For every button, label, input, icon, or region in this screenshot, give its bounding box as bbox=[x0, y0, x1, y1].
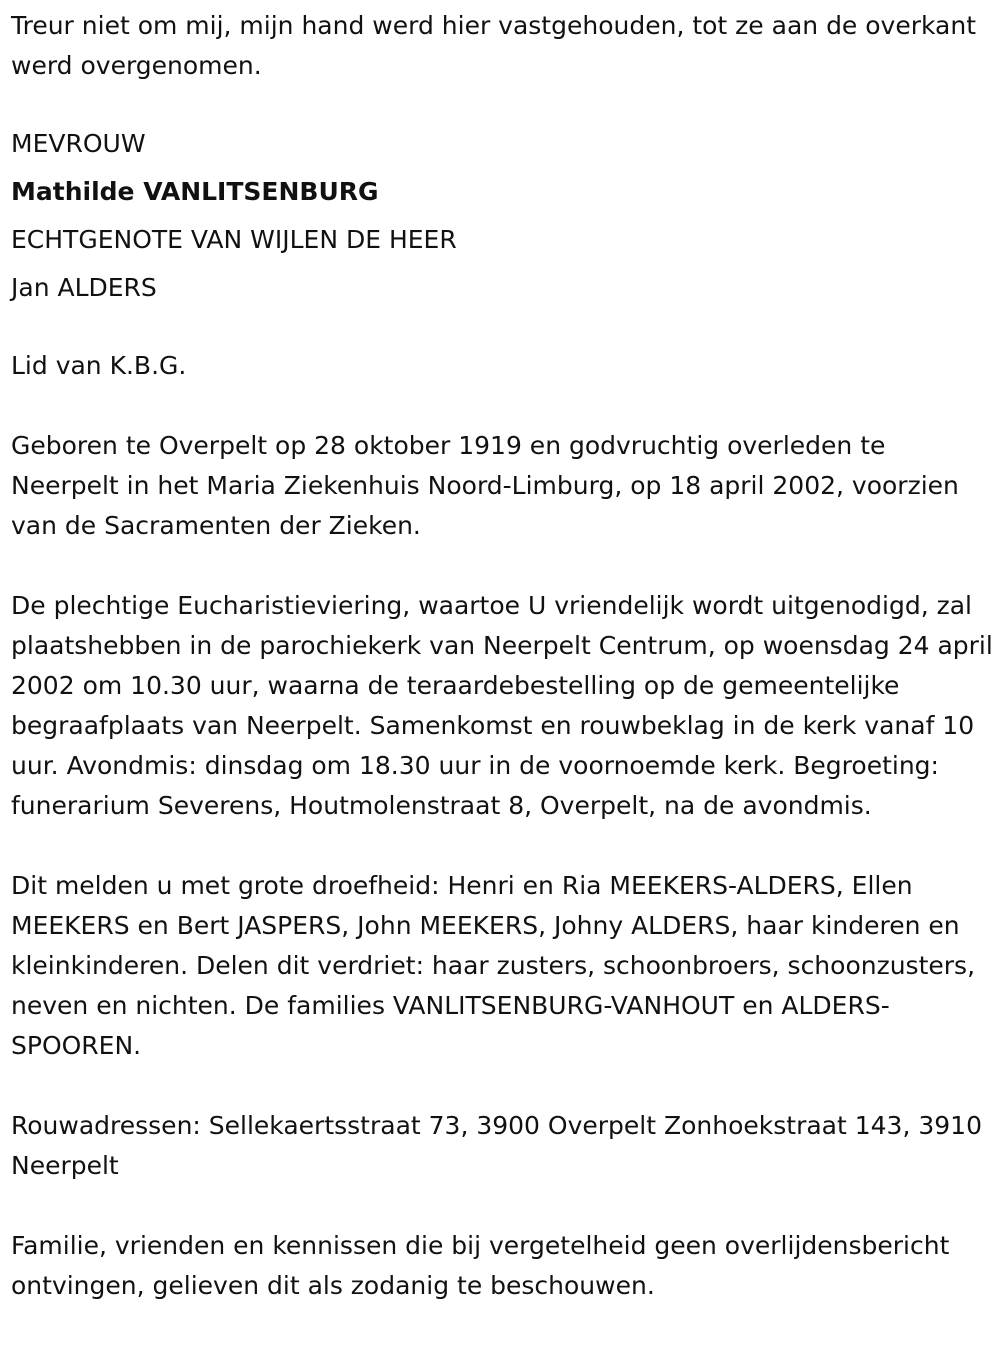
birth-death-paragraph: Geboren te Overpelt op 28 oktober 1919 en godvruchtig overleden te Neerpelt in het Maria Ziekenhuis Noord-Limburg, op 18 april 2002, voorzien van de Sacramenten der Zieken. bbox=[11, 431, 959, 540]
relation-line: ECHTGENOTE VAN WIJLEN DE HEER bbox=[11, 225, 457, 254]
honorific: MEVROUW bbox=[11, 129, 146, 158]
membership-line: Lid van K.B.G. bbox=[11, 351, 187, 380]
announcement-paragraph: Dit melden u met grote droefheid: Henri en Ria MEEKERS-ALDERS, Ellen MEEKERS en Bert JASPERS, John MEEKERS, Johny ALDERS, haar kinderen en kleinkinderen. Delen dit verdriet: haar zusters, schoonbroers, schoonzusters, neven en nichten. De families VANLITSENBURG-VANHOUT en ALDERS-SPOOREN. bbox=[11, 871, 976, 1060]
deceased-name: Mathilde VANLITSENBURG bbox=[11, 177, 379, 206]
addresses-paragraph: Rouwadressen: Sellekaertsstraat 73, 3900 Overpelt Zonhoekstraat 143, 3910 Neerpelt bbox=[11, 1111, 982, 1180]
spouse-name: Jan ALDERS bbox=[11, 273, 157, 302]
closing-paragraph: Familie, vrienden en kennissen die bij vergetelheid geen overlijdensbericht ontvingen, gelieven dit als zodanig te beschouwen. bbox=[11, 1231, 950, 1300]
ceremony-paragraph: De plechtige Eucharistieviering, waartoe U vriendelijk wordt uitgenodigd, zal plaatshebben in de parochiekerk van Neerpelt Centrum, op woensdag 24 april 2002 om 10.30 uur, waarna de teraardebestelling op de gemeentelijke begraafplaats van Neerpelt. Samenkomst en rouwbeklag in de kerk vanaf 10 uur. Avondmis: dinsdag om 18.30 uur in de voornoemde kerk. Begroeting: funerarium Severens, Houtmolenstraat 8, Overpelt, na de avondmis. bbox=[11, 591, 993, 820]
obituary-document bbox=[11, 6, 996, 1306]
intro-quote: Treur niet om mij, mijn hand werd hier vastgehouden, tot ze aan de overkant werd overgenomen. bbox=[11, 11, 977, 80]
